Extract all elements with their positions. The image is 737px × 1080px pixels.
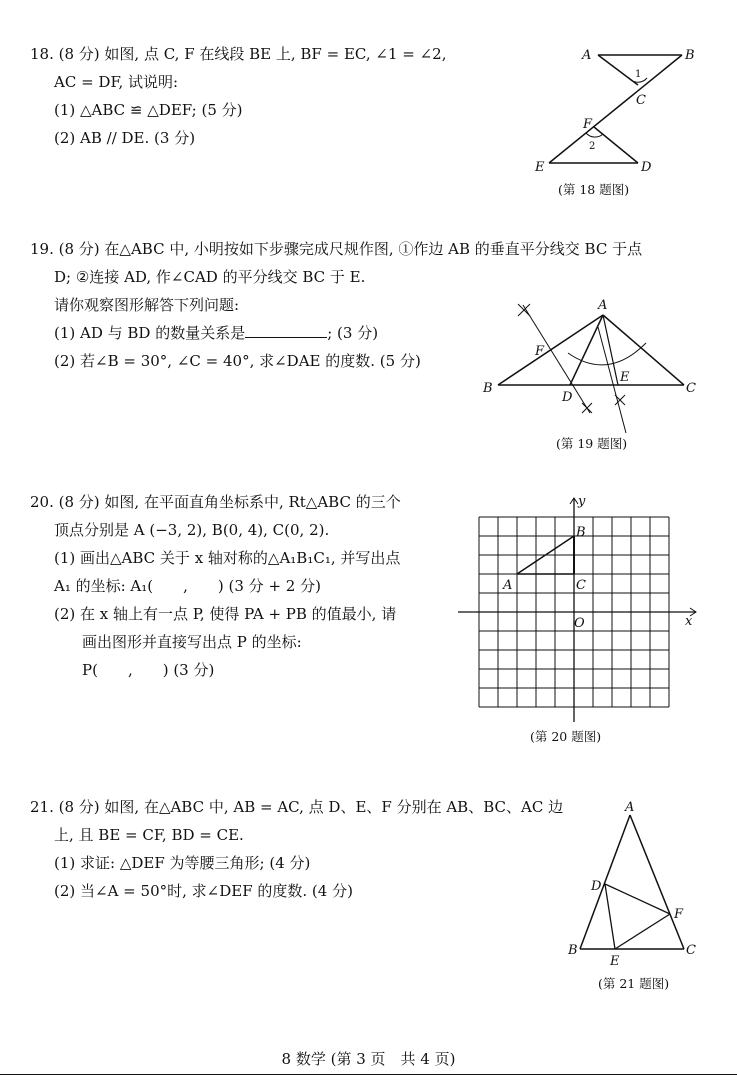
page-footer: 8 数学 (第 3 页 共 4 页) [281,1050,456,1068]
figure-21 [560,795,710,970]
q19-part1-score: ; (3 分) [327,324,379,342]
fig18-label-a: A [582,48,592,63]
fig18-label-b: B [685,48,695,63]
q19-line-1: 19. (8 分) 在△ABC 中, 小明按如下步骤完成尺规作图, ①作边 AB 的垂直平分线交 BC 于点 [30,240,643,258]
q19-part1-text: (1) AD 与 BD 的数量关系是 [54,324,246,342]
fig19-label-d: D [562,390,573,405]
fig18-label-e: E [535,160,545,175]
fig18-angle-2: 2 [589,141,596,152]
q20-line-5: (2) 在 x 轴上有一点 P, 使得 PA + PB 的值最小, 请 [54,605,397,623]
fig20-label-a: A [503,578,513,593]
fig21-label-c: C [686,943,696,958]
fig19-label-a: A [598,298,608,313]
question-18 [30,40,446,152]
q19-line-3: 请你观察图形解答下列问题: [54,296,240,314]
q21-line-4: (2) 当∠A = 50°时, 求∠DEF 的度数. (4 分) [54,882,353,900]
fig19-label-c: C [686,381,696,396]
q18-line-1: 18. (8 分) 如图, 点 C, F 在线段 BE 上, BF = EC, ∠1 = ∠2, [30,45,447,63]
fig18-label-c: C [636,93,646,108]
q20-line-7: P( , ) (3 分) [82,661,215,679]
q20-line-4: A₁ 的坐标: A₁( , ) (3 分 + 2 分) [54,577,321,595]
fig21-label-e: E [610,954,620,969]
q19-answer-blank[interactable] [245,323,327,338]
fig21-label-a: A [625,800,635,815]
fig18-label-f: F [583,117,593,132]
question-21 [30,793,563,905]
fig18-label-d: D [641,160,652,175]
caption-20: (第 20 题图) [530,729,602,744]
q20-line-3: (1) 画出△ABC 关于 x 轴对称的△A₁B₁C₁, 并写出点 [54,549,401,567]
figure-19 [478,295,708,435]
q19-line-2: D; ②连接 AD, 作∠CAD 的平分线交 BC 于 E. [54,268,366,286]
fig19-label-e: E [620,370,630,385]
footer-rule [0,1074,737,1075]
q18-line-3: (1) △ABC ≌ △DEF; (5 分) [54,101,243,119]
caption-21: (第 21 题图) [598,976,670,991]
q21-line-1: 21. (8 分) 如图, 在△ABC 中, AB = AC, 点 D、E、F 分别在 AB、BC、AC 边 [30,798,564,816]
fig21-label-b: B [568,943,578,958]
fig18-angle-1: 1 [635,69,642,80]
fig21-label-f: F [674,907,684,922]
q21-line-3: (1) 求证: △DEF 为等腰三角形; (4 分) [54,854,311,872]
fig19-label-f: F [535,344,545,359]
fig20-axis-y: y [578,494,586,509]
q20-line-6: 画出图形并直接写出点 P 的坐标: [82,633,302,651]
q18-line-4: (2) AB // DE. (3 分) [54,129,196,147]
caption-19: (第 19 题图) [556,436,628,451]
q19-line-5: (2) 若∠B = 30°, ∠C = 40°, 求∠DAE 的度数. (5 分) [54,352,421,370]
fig20-label-c: C [576,578,586,593]
figure-20 [458,492,700,724]
fig19-label-b: B [483,381,493,396]
fig20-axis-x: x [685,614,693,629]
fig20-label-o: O [574,616,585,631]
caption-18: (第 18 题图) [558,182,630,197]
q20-line-1: 20. (8 分) 如图, 在平面直角坐标系中, Rt△ABC 的三个 [30,493,401,511]
q21-line-2: 上, 且 BE = CF, BD = CE. [54,826,244,844]
question-20 [30,488,401,684]
fig21-label-d: D [591,879,602,894]
figure-18 [525,40,705,180]
q18-line-2: AC = DF, 试说明: [54,73,179,91]
q20-line-2: 顶点分别是 A (−3, 2), B(0, 4), C(0, 2). [54,521,330,539]
fig20-label-b: B [576,525,586,540]
